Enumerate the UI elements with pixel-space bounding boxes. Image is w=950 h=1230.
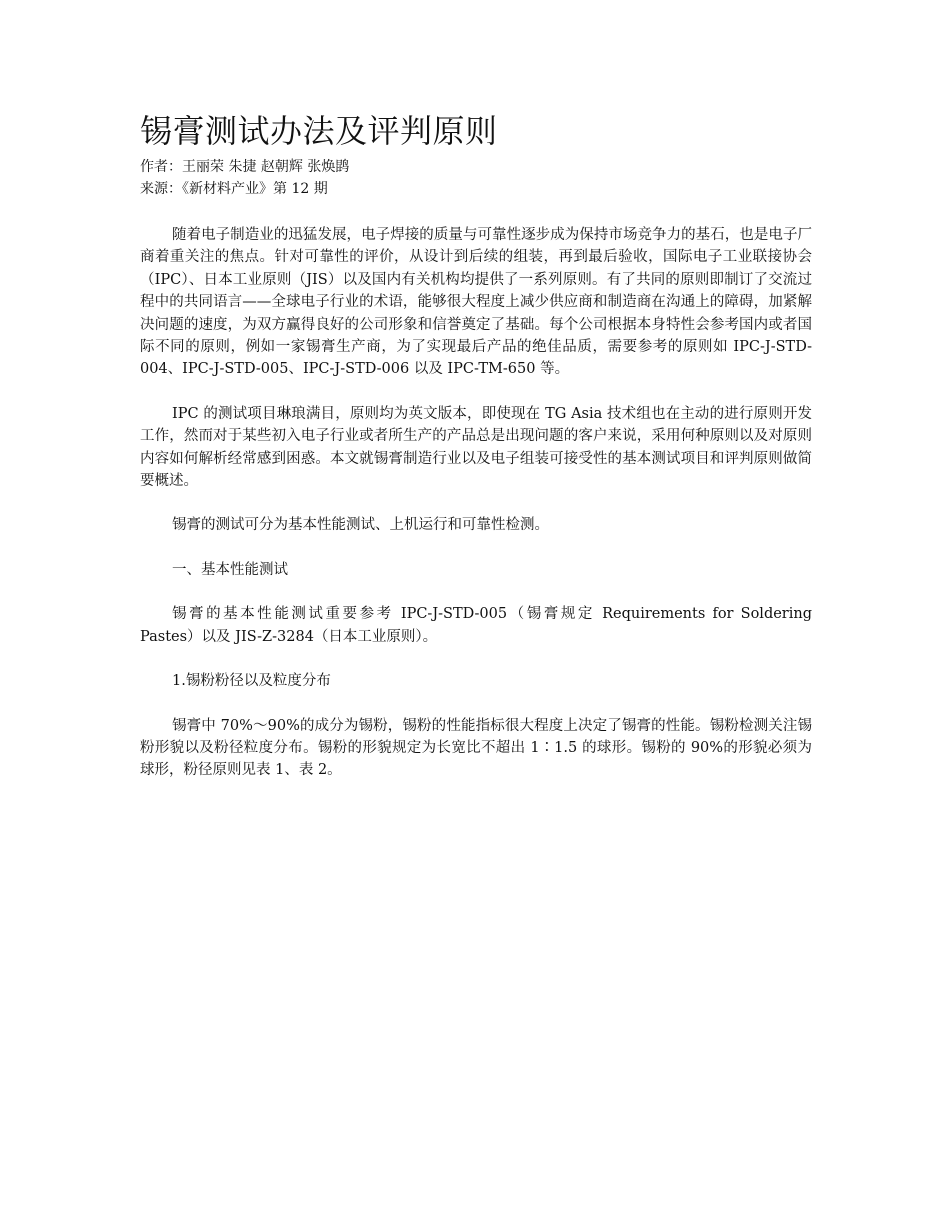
- section-paragraph-basic-tests: 锡膏的基本性能测试重要参考 IPC-J-STD-005（锡膏规定 Requirements for Soldering Pastes）以及 JIS-Z-3284（日本工业原则）。: [140, 606, 812, 645]
- author-line: 作者：王丽荣 朱捷 赵朝辉 张焕鹍: [140, 159, 350, 175]
- intro-paragraph-1: 随着电子制造业的迅猛发展，电子焊接的质量与可靠性逐步成为保持市场竞争力的基石，也是电子厂商着重关注的焦点。针对可靠性的评价，从设计到后续的组装，再到最后验收，国际电子工业联接协会（IPC）、日本工业原则（JIS）以及国内有关机构均提供了一系列原则。有了共同的原则即制订了交流过程中的共同语言——全球电子行业的术语，能够很大程度上减少供应商和制造商在沟通上的障碍，加紧解决问题的速度，为双方赢得良好的公司形象和信誉奠定了基础。每个公司根据本身特性会参考国内或者国际不同的原则，例如一家锡膏生产商，为了实现最后产品的绝佳品质，需要参考的原则如 IPC-J-STD-004、IPC-J-STD-005、IPC-J-STD-006 以及 IPC-TM-650 等。: [140, 227, 812, 378]
- source-line: 来源：《新材料产业》第 12 期: [140, 181, 328, 197]
- document-title: 锡膏测试办法及评判原则: [140, 112, 498, 150]
- intro-paragraph-3: 锡膏的测试可分为基本性能测试、上机运行和可靠性检测。: [172, 517, 549, 534]
- document-page: [140, 108, 812, 782]
- subsection-paragraph-powder: 锡膏中 70%～90%的成分为锡粉，锡粉的性能指标很大程度上决定了锡膏的性能。锡粉检测关注锡粉形貌以及粉径粒度分布。锡粉的形貌规定为长宽比不超出 1∶1.5 的球形。锡粉的 90%的形貌必须为球形，粉径原则见表 1、表 2。: [140, 717, 812, 779]
- subsection-heading-powder: 1.锡粉粉径以及粒度分布: [172, 673, 331, 690]
- document-meta: [140, 156, 812, 200]
- section-heading-basic-tests: 一、基本性能测试: [172, 561, 288, 578]
- intro-paragraph-2: IPC 的测试项目琳琅满目，原则均为英文版本，即使现在 TG Asia 技术组也在主动的进行原则开发工作，然而对于某些初入电子行业或者所生产的产品总是出现问题的客户来说，采用何种原则以及对原则内容如何解析经常感到困惑。本文就锡膏制造行业以及电子组装可接受性的基本测试项目和评判原则做简要概述。: [140, 405, 812, 490]
